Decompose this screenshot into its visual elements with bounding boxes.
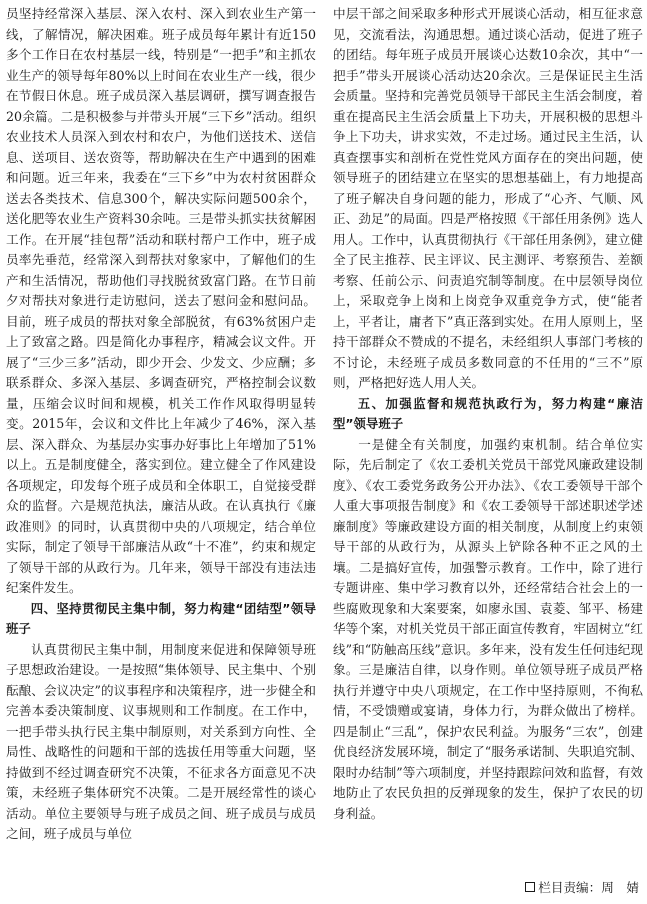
section-heading-democratic-centralism: 四、坚持贯彻民主集中制，努力构建“团结型”领导班子 bbox=[6, 600, 316, 636]
paragraph-heart-to-heart-talks: 中层干部之间采取多种形式开展谈心活动，相互征求意见，交流看法，沟通思想。通过谈心活动，促进了班子的团结。每年班子成员开展谈心达数10余次，其中“一把手”带头开展谈心活动达20余次。三是保证民主生活会质量。坚持和完善党员领导干部民主生活会制度，着重在提高民主生活会质量上下功夫，开展积极的思想斗争上下功夫，讲求实效，不走过场。通过民主生活，认真查摆事实和剖析在党性党风方面存在的突出问题，使领导班子的团结建立在坚实的思想基础上，有力地提高了班子解决自身问题的能力，形成了“心齐、气顺、风正、劲足”的局面。四是严格按照《干部任用条例》选人用人。工作中，认真贯彻执行《干部任用条例》，建立健全了民主推荐、民主评议、民主测评、考察预告、差额考察、任前公示、问责追究制等制度。在中层领导岗位上，采取竞争上岗和上岗竞争双重竞争方式，使“能者上，平者让，庸者下”真正落到实处。在用人原则上，坚持干部群众不赞成的不提名，未经组织人事部门考核的不讨论，未经班子成员多数同意的不任用的“三不”原则，严格把好选人用人关。 bbox=[333, 6, 643, 390]
paragraph-work-style: 员坚持经常深入基层、深入农村、深入到农业生产第一线，了解情况，解决困难。班子成员每年累计有近150多个工作日在农村基层一线，特别是“一把手”和主抓农业生产的领导每年80%以上时间在农业生产一线，很少在节假日休息。班子成员深入基层调研，撰写调查报告20余篇。二是积极参与并带头开展“三下乡”活动。组织农业技术人员深入到农村和农户，为他们送技术、送信息、送项目、送农资等，帮助解决在生产中遇到的困难和问题。近三年来，我委在“三下乡”中为农村贫困群众送去各类技术、信息300个，解决实际问题500余个，送化肥等农业生产资料30余吨。三是带头抓实扶贫解困工作。在开展“挂包帮”活动和联村帮户工作中，班子成员率先垂范，经常深入到帮扶对象家中，了解他们的生产和生活情况，帮助他们寻找脱贫致富门路。在节日前夕对帮扶对象进行走访慰问，送去了慰问金和慰问品。目前，班子成员的帮扶对象全部脱贫，有63%贫困户走上了致富之路。四是简化办事程序，精减会议文件。开展了“三少三多”活动，即少开会、少发文、少应酬；多联系群众、多深入基层、多调查研究，严格控制会议数量，压缩会议时间和规模，机关工作作风取得明显转变。2015年，会议和文件比上年减少了46%，深入基层、深入群众、为基层办实事办好事比上年增加了51%以上。五是制度健全，落实到位。建立健全了作风建设各项规定，印发每个班子成员和全体职工，自觉接受群众的监督。六是规范执法，廉洁从政。在认真执行《廉政准则》的同时，认真贯彻中央的八项规定，结合单位实际，制定了领导干部廉洁从政“十不准”，约束和规定了领导干部的从政行为。几年来，领导干部没有违法违纪案件发生。 bbox=[6, 6, 316, 595]
section-heading-clean-government: 五、加强监督和规范执政行为，努力构建“廉洁型”领导班子 bbox=[333, 395, 643, 431]
editor-credit bbox=[525, 877, 639, 896]
square-box-icon bbox=[525, 882, 535, 892]
paragraph-democratic-centralism: 认真贯彻民主集中制，用制度来促进和保障领导班子思想政治建设。一是按照“集体领导、民主集中、个别酝酿、会议决定”的议事程序和决策程序，进一步健全和完善本委决策制度、议事规则和工作制度。在工作中，一把手带头执行民主集中制原则，对关系到方向性、全局性、战略性的问题和干部的选拔任用等重大问题，坚持做到不经过调查研究不决策，不征求各方面意见不决策，未经班子集体研究不决策。二是开展经常性的谈心活动。单位主要领导与班子成员之间、班子成员与成员之间，班子成员与单位 bbox=[6, 641, 316, 841]
left-column bbox=[6, 4, 316, 876]
paragraph-clean-government: 一是健全有关制度，加强约束机制。结合单位实际，先后制定了《农工委机关党员干部党风廉政建设制度》、《农工委党务政务公开办法》、《农工委领导干部个人重大事项报告制度》和《农工委领导干部述职述学述廉制度》等廉政建设方面的相关制度，从制度上约束领导干部的从政行为，从源头上铲除各种不正之风的土壤。二是搞好宣传，加强警示教育。工作中，除了进行专题讲座、集中学习教育以外，还经常结合社会上的一些腐败现象和大案要案，如廖永国、袁菱、邹平、杨建华等个案，对机关党员干部正面宣传教育，牢固树立“红线”和“防触高压线”意识。多年来，没有发生任何违纪现象。三是廉洁自律，以身作则。单位领导班子成员严格执行并遵守中央八项规定，在工作中坚持原则，不徇私情，不受馈赠或宴请，身体力行，为群众做出了榜样。四是制止“三乱”，保护农民利益。为服务“三农”，创建优良经济发展环境，制定了“服务承诺制、失职追究制、限时办结制”等六项制度，并坚持跟踪问效和监督，有效地防止了农民负担的反弹现象的发生，保护了农民的切身利益。 bbox=[333, 436, 643, 821]
editor-label: 栏目责编：周 婧 bbox=[538, 880, 639, 895]
right-column bbox=[333, 4, 643, 876]
